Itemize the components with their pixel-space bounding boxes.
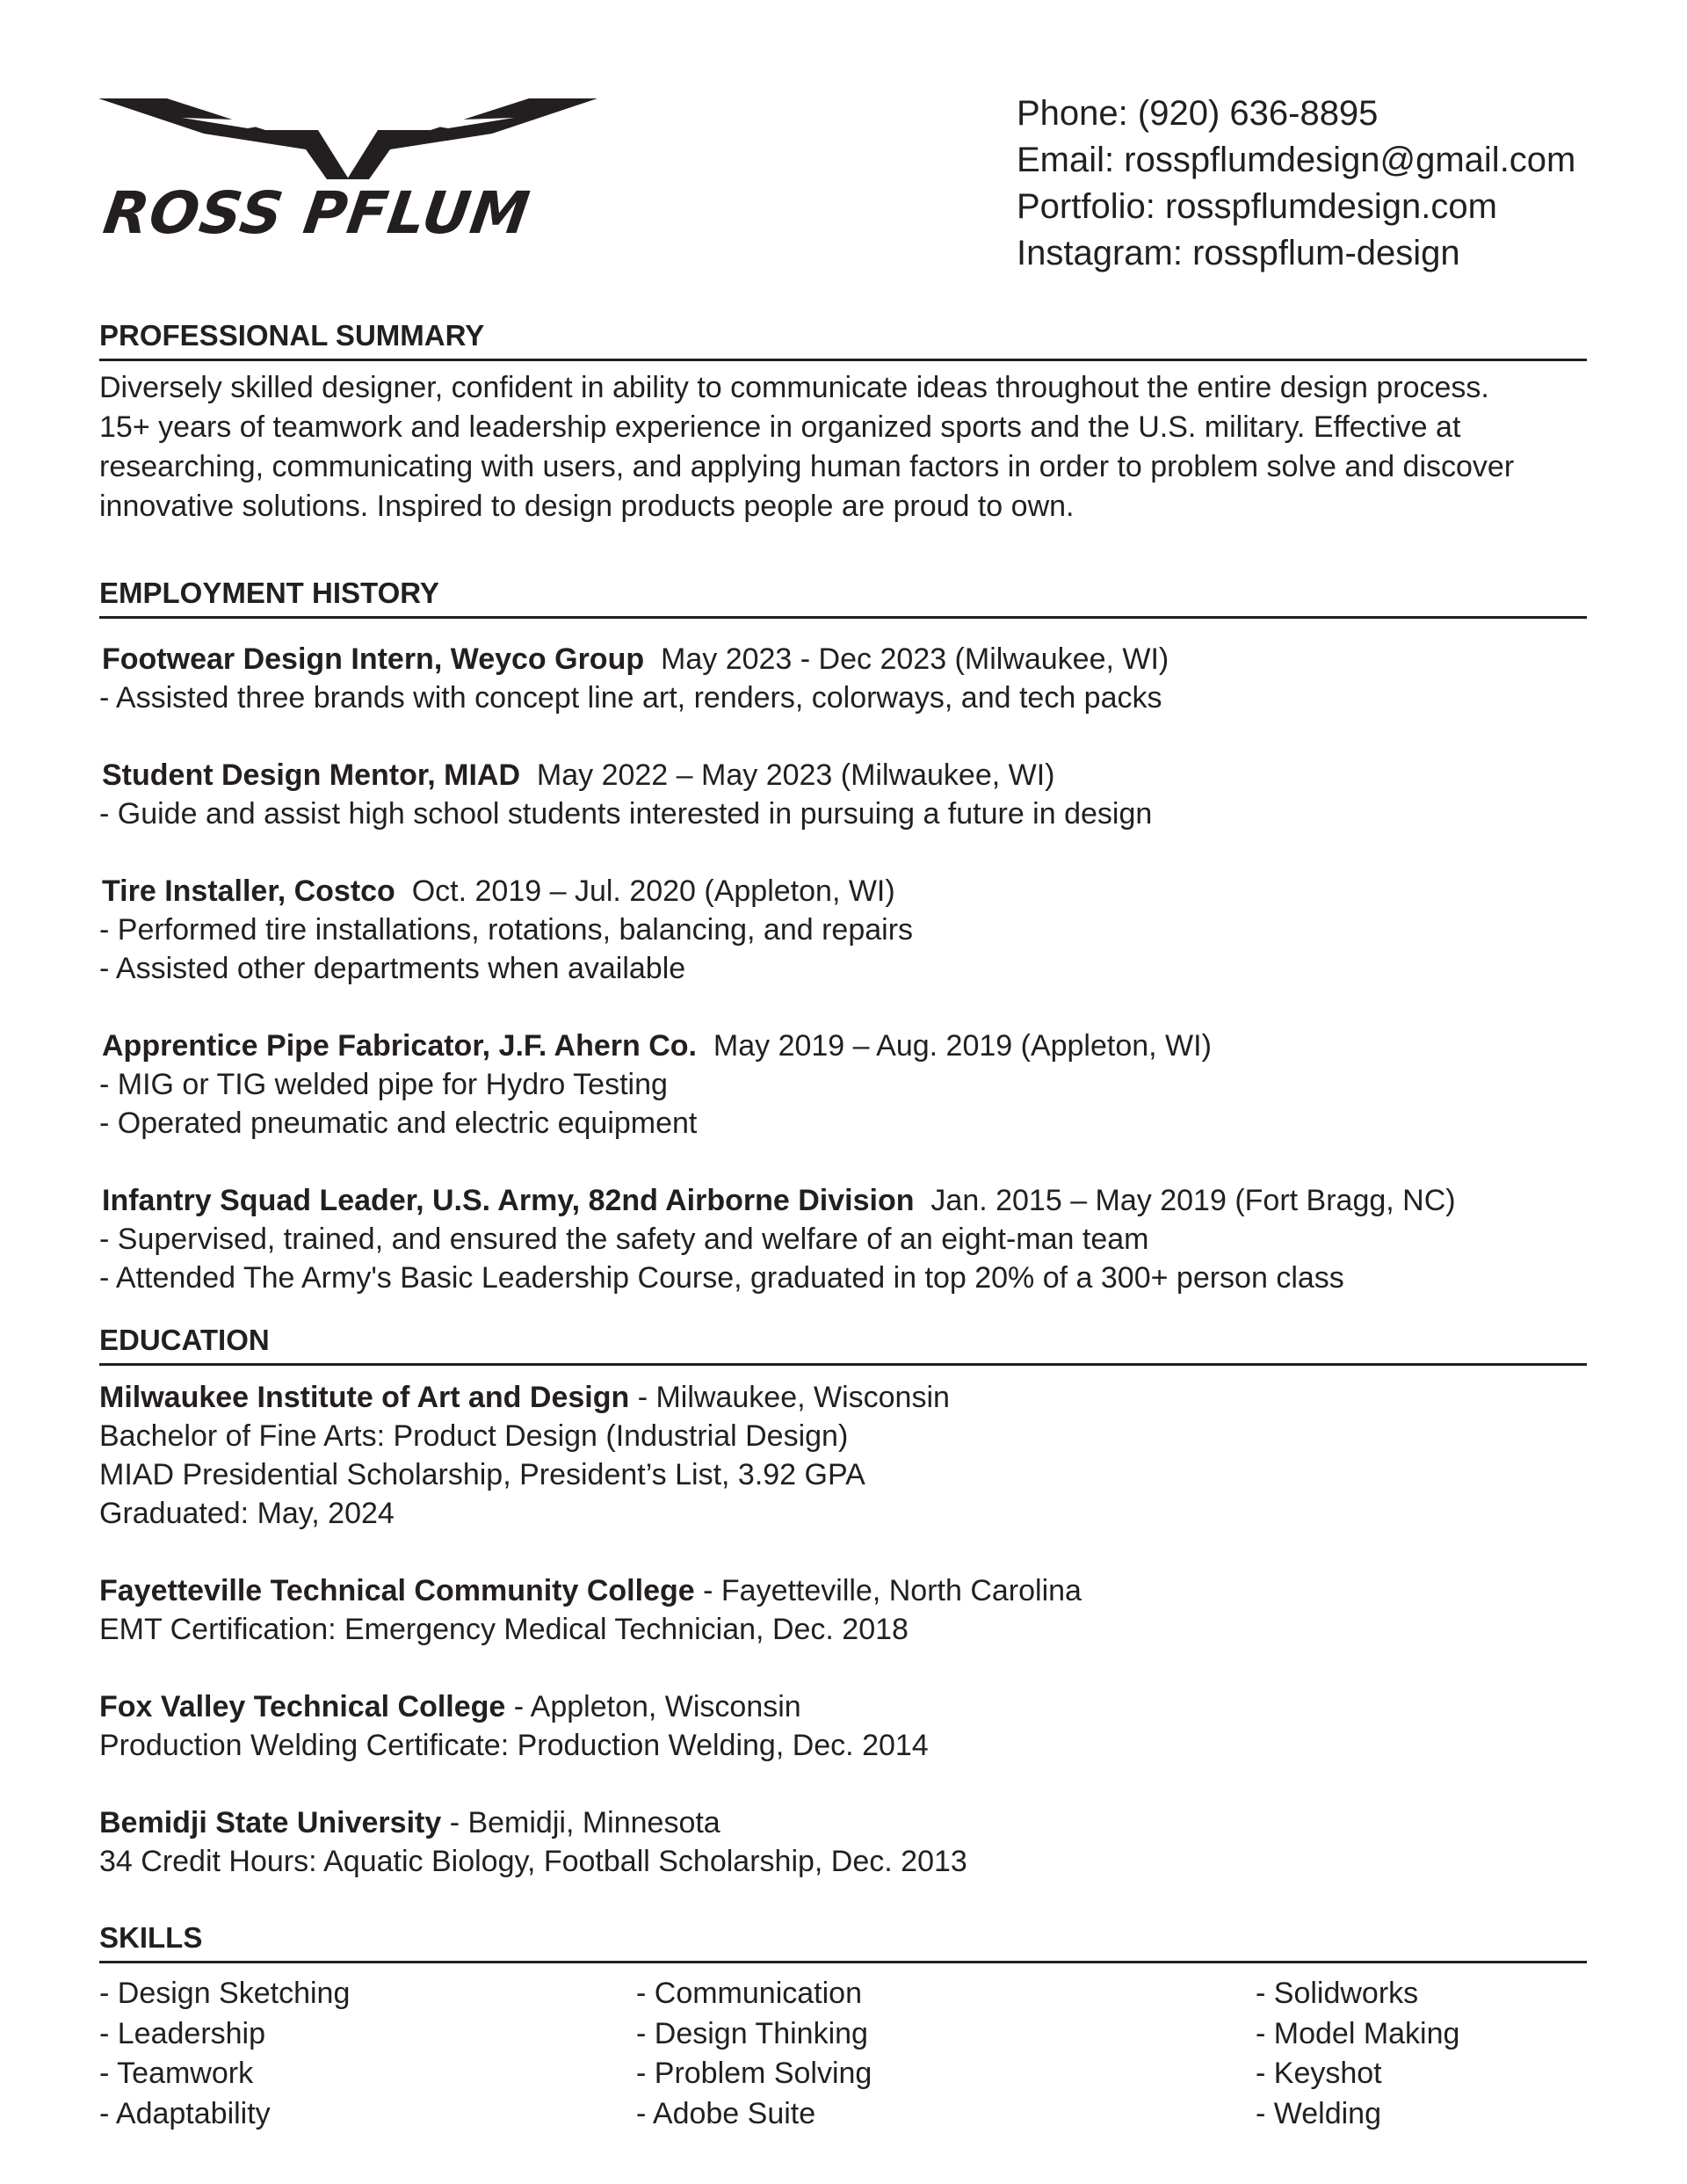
summary-line: innovative solutions. Inspired to design products people are proud to own. — [99, 490, 1075, 523]
job-dates: Oct. 2019 – Jul. 2020 (Appleton, WI) — [411, 874, 895, 908]
contact-instagram[interactable]: Instagram: rosspflum-design — [1017, 234, 1460, 272]
employment-section — [99, 576, 1587, 1297]
school-name: Fayetteville Technical Community College — [99, 1574, 695, 1607]
job-dates: May 2019 – Aug. 2019 (Appleton, WI) — [713, 1029, 1212, 1063]
job-bullet: - Performed tire installations, rotations, balancing, and repairs — [99, 913, 914, 947]
school-detail: MIAD Presidential Scholarship, President’s List, 3.92 GPA — [99, 1458, 865, 1491]
job-role: Footwear Design Intern, Weyco Group — [102, 642, 645, 676]
summary-section — [99, 318, 1587, 526]
job-entry — [99, 1181, 1587, 1297]
job-heading — [99, 1181, 1587, 1220]
skill-item: - Model Making — [1256, 2016, 1460, 2050]
school-detail: EMT Certification: Emergency Medical Technician, Dec. 2018 — [99, 1613, 909, 1646]
contact-email[interactable]: Email: rosspflumdesign@gmail.com — [1017, 141, 1576, 179]
school-name: Milwaukee Institute of Art and Design — [99, 1381, 630, 1414]
job-dates: Jan. 2015 – May 2019 (Fort Bragg, NC) — [930, 1184, 1456, 1217]
summary-title: PROFESSIONAL SUMMARY — [99, 318, 1587, 361]
skill-item: - Keyshot — [1256, 2057, 1382, 2090]
skill-item: - Leadership — [99, 2016, 266, 2050]
skill-item: - Problem Solving — [636, 2057, 872, 2090]
job-heading — [99, 640, 1587, 678]
job-dates: May 2023 - Dec 2023 (Milwaukee, WI) — [661, 642, 1169, 676]
skill-item: - Teamwork — [99, 2057, 254, 2090]
employment-title: EMPLOYMENT HISTORY — [99, 576, 1587, 619]
school-detail: Bachelor of Fine Arts: Product Design (Industrial Design) — [99, 1419, 849, 1453]
job-role: Tire Installer, Costco — [102, 874, 395, 908]
skill-item: - Communication — [636, 1977, 862, 2010]
summary-line: Diversely skilled designer, confident in ability to communicate ideas throughout the entire design process. — [99, 371, 1489, 404]
contact-phone: Phone: (920) 636-8895 — [1017, 94, 1379, 133]
job-bullet: - Attended The Army's Basic Leadership Course, graduated in top 20% of a 300+ person class — [99, 1261, 1344, 1295]
school-detail: 34 Credit Hours: Aquatic Biology, Football Scholarship, Dec. 2013 — [99, 1845, 967, 1878]
logo-wordmark: ROSS PFLUM — [99, 179, 534, 247]
job-role: Apprentice Pipe Fabricator, J.F. Ahern Co. — [102, 1029, 697, 1063]
school-heading — [99, 1687, 1587, 1726]
school-heading — [99, 1571, 1587, 1610]
job-bullet: - MIG or TIG welded pipe for Hydro Testing — [99, 1068, 668, 1101]
skill-item: - Design Thinking — [636, 2016, 868, 2050]
skill-item: - Welding — [1256, 2096, 1381, 2130]
job-dates: May 2022 – May 2023 (Milwaukee, WI) — [536, 758, 1055, 792]
skill-item: - Solidworks — [1256, 1977, 1419, 2010]
skill-item: - Adobe Suite — [636, 2096, 816, 2130]
job-heading — [99, 756, 1587, 795]
job-heading — [99, 1027, 1587, 1065]
school-heading — [99, 1803, 1587, 1842]
wings-logo-icon — [98, 98, 599, 186]
school-location: - Appleton, Wisconsin — [505, 1690, 801, 1723]
education-entry — [99, 1378, 1587, 1533]
education-entry — [99, 1687, 1587, 1765]
school-location: - Fayetteville, North Carolina — [694, 1574, 1082, 1607]
education-section — [99, 1323, 1587, 1881]
school-name: Bemidji State University — [99, 1806, 442, 1839]
school-detail: Production Welding Certificate: Production Welding, Dec. 2014 — [99, 1729, 929, 1762]
skills-column — [636, 1974, 872, 2134]
job-role: Infantry Squad Leader, U.S. Army, 82nd Airborne Division — [102, 1184, 915, 1217]
job-role: Student Design Mentor, MIAD — [102, 758, 520, 792]
school-detail: Graduated: May, 2024 — [99, 1497, 395, 1530]
job-bullet: - Supervised, trained, and ensured the safety and welfare of an eight-man team — [99, 1223, 1149, 1256]
skills-title: SKILLS — [99, 1920, 1587, 1963]
job-bullet: - Assisted three brands with concept line art, renders, colorways, and tech packs — [99, 681, 1162, 715]
job-entry — [99, 756, 1587, 833]
skills-column — [99, 1974, 350, 2134]
school-heading — [99, 1378, 1587, 1417]
skills-column — [1256, 1974, 1459, 2134]
education-entry — [99, 1803, 1587, 1881]
job-entry — [99, 640, 1587, 717]
contact-portfolio[interactable]: Portfolio: rosspflumdesign.com — [1017, 187, 1497, 226]
school-location: - Bemidji, Minnesota — [441, 1806, 720, 1839]
skills-section — [99, 1920, 1587, 2130]
job-entry — [99, 872, 1587, 988]
skill-item: - Adaptability — [99, 2096, 271, 2130]
job-bullet: - Operated pneumatic and electric equipment — [99, 1107, 698, 1140]
logo — [98, 98, 608, 248]
education-title: EDUCATION — [99, 1323, 1587, 1366]
job-bullet: - Assisted other departments when available — [99, 952, 686, 985]
summary-line: researching, communicating with users, and applying human factors in order to problem solve and discover — [99, 450, 1515, 483]
job-heading — [99, 872, 1587, 911]
job-entry — [99, 1027, 1587, 1143]
skills-columns — [99, 1963, 1587, 2130]
school-name: Fox Valley Technical College — [99, 1690, 506, 1723]
job-bullet: - Guide and assist high school students interested in pursuing a future in design — [99, 797, 1153, 831]
education-entry — [99, 1571, 1587, 1649]
summary-line: 15+ years of teamwork and leadership experience in organized sports and the U.S. military. Effective at — [99, 410, 1461, 444]
contact-block — [1017, 91, 1575, 277]
school-location: - Milwaukee, Wisconsin — [629, 1381, 950, 1414]
summary-text — [99, 368, 1587, 526]
skill-item: - Design Sketching — [99, 1977, 351, 2010]
